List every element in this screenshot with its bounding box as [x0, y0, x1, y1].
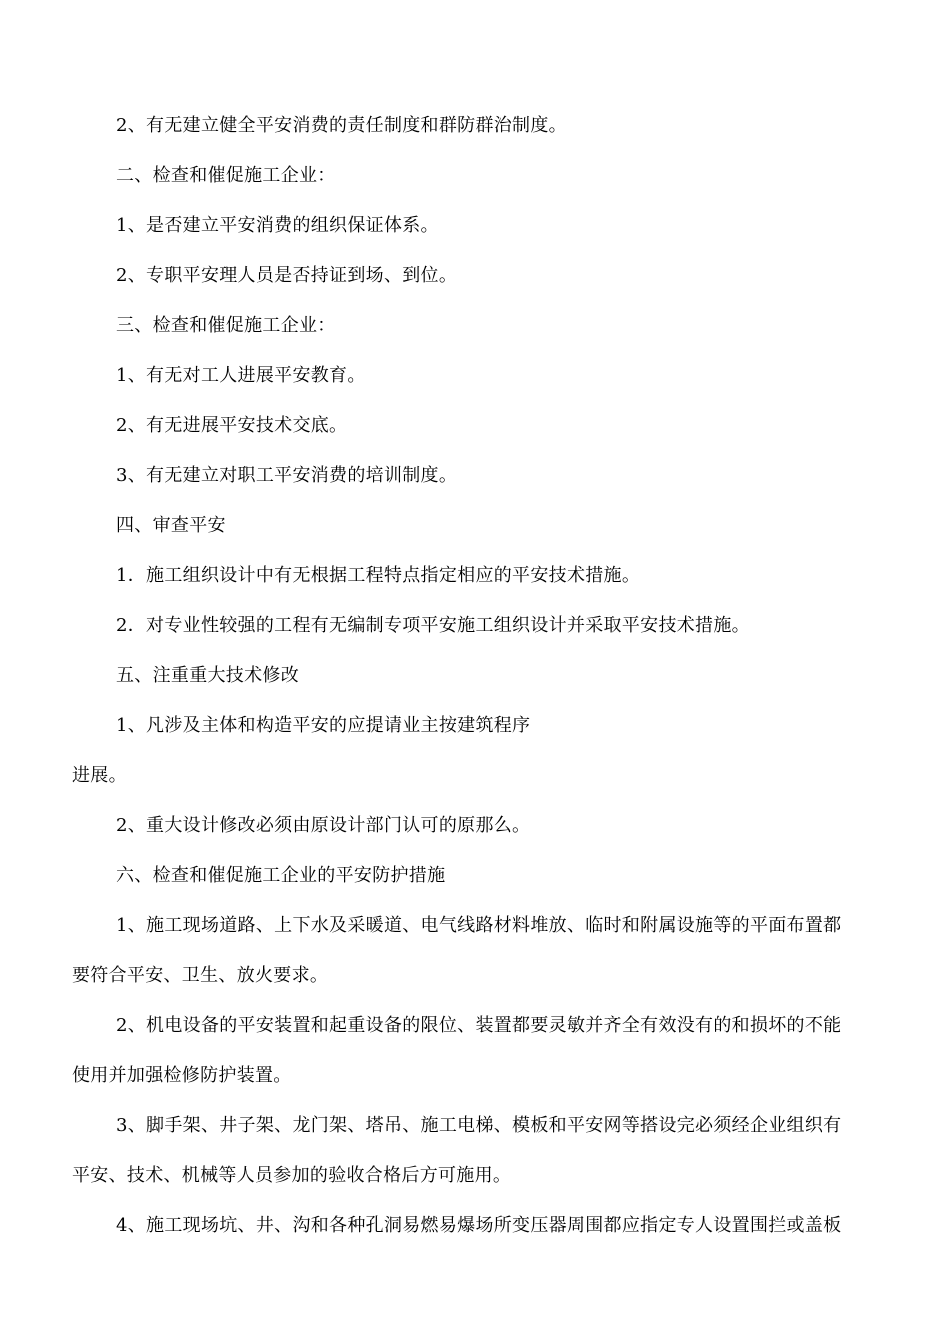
paragraph-line: 2、有无进展平安技术交底。: [116, 415, 348, 436]
paragraph-line: 2、机电设备的平安装置和起重设备的限位、装置都要灵敏并齐全有效没有的和损坏的不能: [116, 1015, 842, 1036]
paragraph-line: 2、专职平安理人员是否持证到场、到位。: [116, 265, 458, 286]
paragraph-line: 进展。: [72, 765, 127, 786]
section-heading: 六、检查和催促施工企业的平安防护措施: [116, 865, 446, 886]
paragraph-line: 要符合平安、卫生、放火要求。: [72, 965, 329, 986]
section-heading: 五、注重重大技术修改: [116, 665, 299, 686]
paragraph-line: 1、有无对工人进展平安教育。: [116, 365, 366, 386]
paragraph-line: 1、施工现场道路、上下水及采暖道、电气线路材料堆放、临时和附属设施等的平面布置都: [116, 915, 842, 936]
paragraph-line: 2、重大设计修改必须由原设计部门认可的原那么。: [116, 815, 531, 836]
paragraph-line: 使用并加强检修防护装置。: [72, 1065, 292, 1086]
paragraph-line: 3、有无建立对职工平安消费的培训制度。: [116, 465, 458, 486]
paragraph-line: 4、施工现场坑、井、沟和各种孔洞易燃易爆场所变压器周围都应指定专人设置围拦或盖板: [116, 1215, 842, 1236]
section-heading: 二、检查和催促施工企业：: [116, 165, 336, 186]
section-heading: 四、审查平安: [116, 515, 226, 536]
paragraph-line: 2．对专业性较强的工程有无编制专项平安施工组织设计并采取平安技术措施。: [116, 615, 750, 636]
paragraph-line: 平安、技术、机械等人员参加的验收合格后方可施用。: [72, 1165, 512, 1186]
paragraph-line: 1．施工组织设计中有无根据工程特点指定相应的平安技术措施。: [116, 565, 641, 586]
paragraph-line: 1、是否建立平安消费的组织保证体系。: [116, 215, 439, 236]
paragraph-line: 1、凡涉及主体和构造平安的应提请业主按建筑程序: [116, 715, 531, 736]
section-heading: 三、检查和催促施工企业：: [116, 315, 336, 336]
paragraph-line: 2、有无建立健全平安消费的责任制度和群防群治制度。: [116, 115, 567, 136]
paragraph-line: 3、脚手架、井子架、龙门架、塔吊、施工电梯、模板和平安网等搭设完必须经企业组织有: [116, 1115, 842, 1136]
